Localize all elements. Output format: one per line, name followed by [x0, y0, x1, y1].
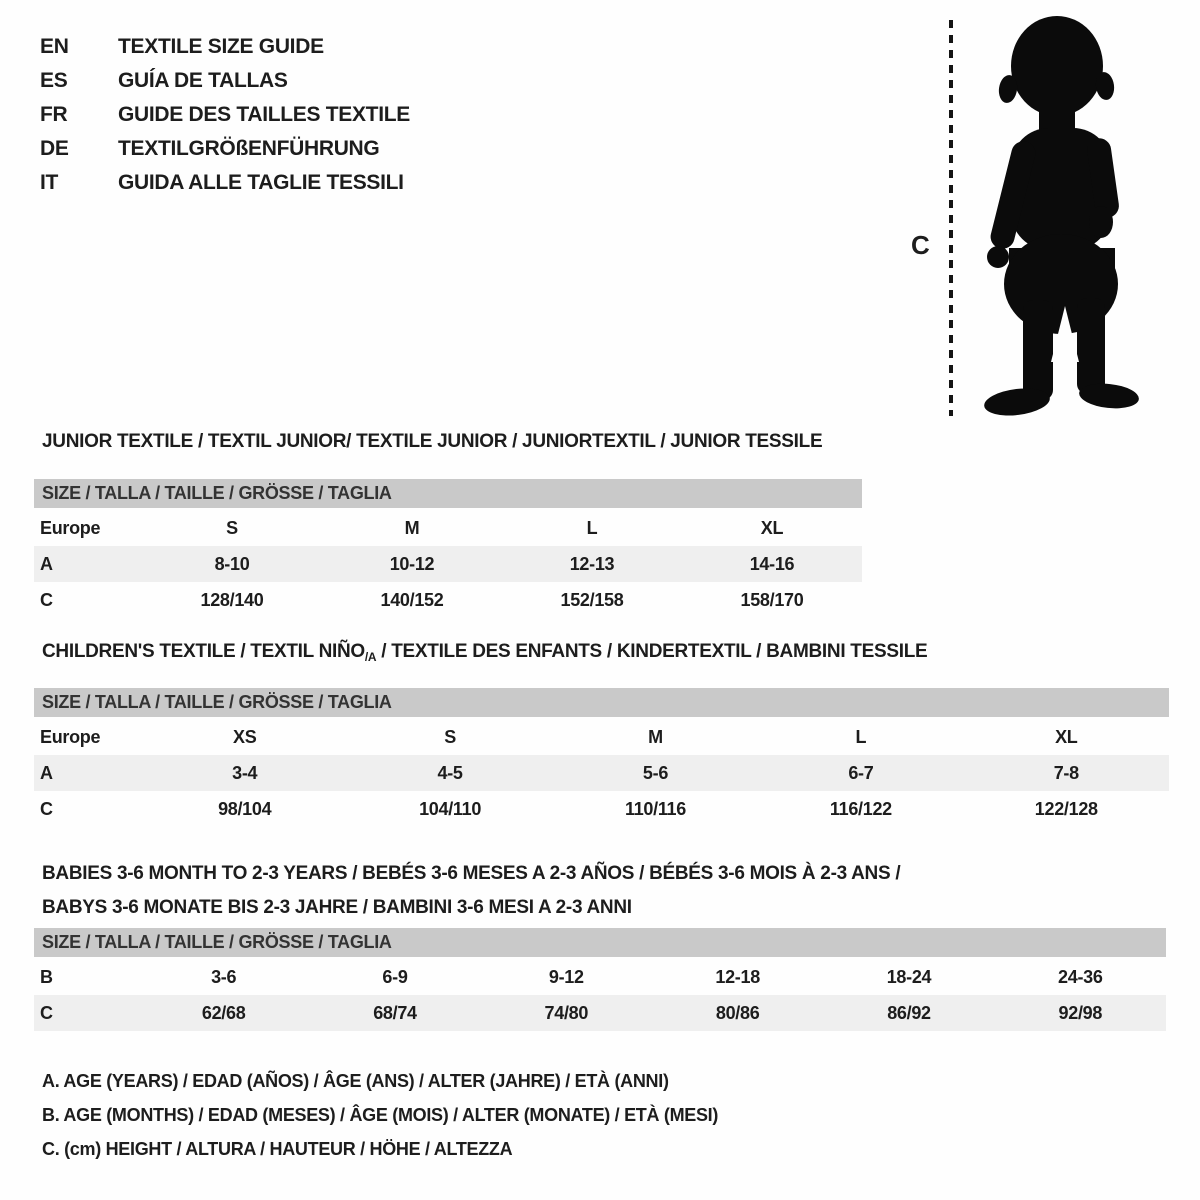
children-size-header-bar: SIZE / TALLA / TAILLE / GRÖSSE / TAGLIA [34, 688, 1169, 717]
babies-row-b-value: 12-18 [715, 967, 760, 987]
language-title: GUÍA DE TALLAS [118, 69, 288, 92]
language-code: EN [40, 35, 69, 58]
children-row-c-value: 98/104 [218, 799, 272, 819]
junior-size-header-bar: SIZE / TALLA / TAILLE / GRÖSSE / TAGLIA [34, 479, 862, 508]
junior-col-header: M [404, 518, 420, 538]
language-title-block [40, 30, 410, 200]
children-row-c-value: 122/128 [1034, 799, 1098, 819]
junior-col-header: XL [760, 518, 784, 538]
children-row-a-value: 6-7 [758, 755, 963, 791]
babies-section-title [42, 857, 900, 925]
children-row-c-value: 116/122 [829, 799, 892, 819]
language-row-es [40, 64, 410, 98]
language-row-de [40, 132, 410, 166]
children-row-c-value: 104/110 [419, 799, 482, 819]
babies-row-c-label: C [34, 995, 138, 1031]
junior-row-a-value: 10-12 [322, 546, 502, 582]
toddler-silhouette-icon [983, 16, 1140, 419]
junior-col-header: L [586, 518, 598, 538]
junior-row-a-label: A [34, 546, 142, 582]
babies-row-c-value: 86/92 [823, 995, 994, 1031]
babies-title-line-1: BABIES 3-6 MONTH TO 2-3 YEARS / BEBÉS 3-6 MESES A 2-3 AÑOS / BÉBÉS 3-6 MOIS À 2-3 ANS / [42, 863, 901, 884]
babies-row-b-value: 24-36 [1058, 967, 1103, 987]
babies-row-b-value: 9-12 [548, 967, 584, 987]
children-size-table [34, 688, 1169, 827]
junior-row-a-value: 14-16 [682, 546, 862, 582]
children-row-a-value: 4-5 [347, 755, 552, 791]
junior-row-a-value: 12-13 [502, 546, 682, 582]
babies-row-b-label: B [40, 967, 53, 987]
junior-row-c-value: 128/140 [200, 590, 264, 610]
children-row-c-label: C [40, 799, 53, 819]
children-title-subscript: /A [364, 650, 377, 664]
children-col-header: L [855, 727, 867, 747]
children-col-header: XL [1055, 727, 1078, 747]
language-row-it [40, 166, 410, 200]
children-col-header: XS [232, 727, 257, 747]
language-code: FR [40, 103, 68, 126]
children-col-header: M [648, 727, 663, 747]
language-title: TEXTILGRÖßENFÜHRUNG [118, 137, 380, 160]
junior-size-table [34, 479, 862, 618]
children-row-c-value: 110/116 [625, 799, 686, 819]
language-title: GUIDA ALLE TAGLIE TESSILI [118, 171, 404, 194]
babies-row-b-value: 18-24 [886, 967, 932, 987]
legend-line-b: B. AGE (MONTHS) / EDAD (MESES) / ÂGE (MOIS) / ALTER (MONATE) / ETÀ (MESI) [42, 1105, 719, 1125]
legend-line-a: A. AGE (YEARS) / EDAD (AÑOS) / ÂGE (ANS) / ALTER (JAHRE) / ETÀ (ANNI) [42, 1071, 669, 1091]
height-measure-label: C [911, 230, 930, 260]
toddler-height-figure [905, 10, 1155, 424]
babies-size-table [34, 928, 1166, 1031]
children-section-title [42, 641, 927, 664]
children-row-a-value: 5-6 [553, 755, 758, 791]
language-row-fr [40, 98, 410, 132]
language-code: IT [40, 171, 59, 194]
babies-row-b-value: 6-9 [382, 967, 408, 987]
babies-row-c-value: 80/86 [652, 995, 823, 1031]
junior-row-c-value: 158/170 [740, 590, 804, 610]
babies-row-c-value: 62/68 [138, 995, 309, 1031]
babies-row-c-value: 68/74 [309, 995, 480, 1031]
children-row-a-value: 3-4 [142, 755, 347, 791]
children-title-suffix: / TEXTILE DES ENFANTS / KINDERTEXTIL / BAMBINI TESSILE [376, 641, 928, 662]
children-col-header: S [444, 727, 456, 747]
language-title: TEXTILE SIZE GUIDE [118, 35, 324, 58]
babies-row-c-value: 74/80 [481, 995, 652, 1031]
junior-section-title: JUNIOR TEXTILE / TEXTIL JUNIOR/ TEXTILE JUNIOR / JUNIORTEXTIL / JUNIOR TESSILE [42, 431, 823, 452]
junior-col-header: S [226, 518, 238, 538]
measurement-legend [42, 1064, 718, 1166]
junior-row-c-value: 140/152 [380, 590, 444, 610]
junior-row-c-label: C [40, 590, 53, 610]
junior-row-a-value: 8-10 [142, 546, 322, 582]
junior-region-label: Europe [40, 518, 101, 538]
language-row-en [40, 30, 410, 64]
language-title: GUIDE DES TAILLES TEXTILE [118, 103, 410, 126]
babies-row-b-value: 3-6 [211, 967, 237, 987]
babies-size-header-bar: SIZE / TALLA / TAILLE / GRÖSSE / TAGLIA [34, 928, 1166, 957]
legend-line-c: C. (cm) HEIGHT / ALTURA / HAUTEUR / HÖHE / ALTEZZA [42, 1139, 513, 1159]
language-code: ES [40, 69, 68, 92]
children-row-a-label: A [34, 755, 142, 791]
babies-title-line-2: BABYS 3-6 MONATE BIS 2-3 JAHRE / BAMBINI 3-6 MESI A 2-3 ANNI [42, 897, 632, 918]
children-title-prefix: CHILDREN'S TEXTILE / TEXTIL NIÑO [42, 641, 365, 662]
babies-row-c-value: 92/98 [995, 995, 1166, 1031]
children-region-label: Europe [40, 727, 101, 747]
language-code: DE [40, 137, 69, 160]
children-row-a-value: 7-8 [964, 755, 1169, 791]
junior-row-c-value: 152/158 [560, 590, 624, 610]
